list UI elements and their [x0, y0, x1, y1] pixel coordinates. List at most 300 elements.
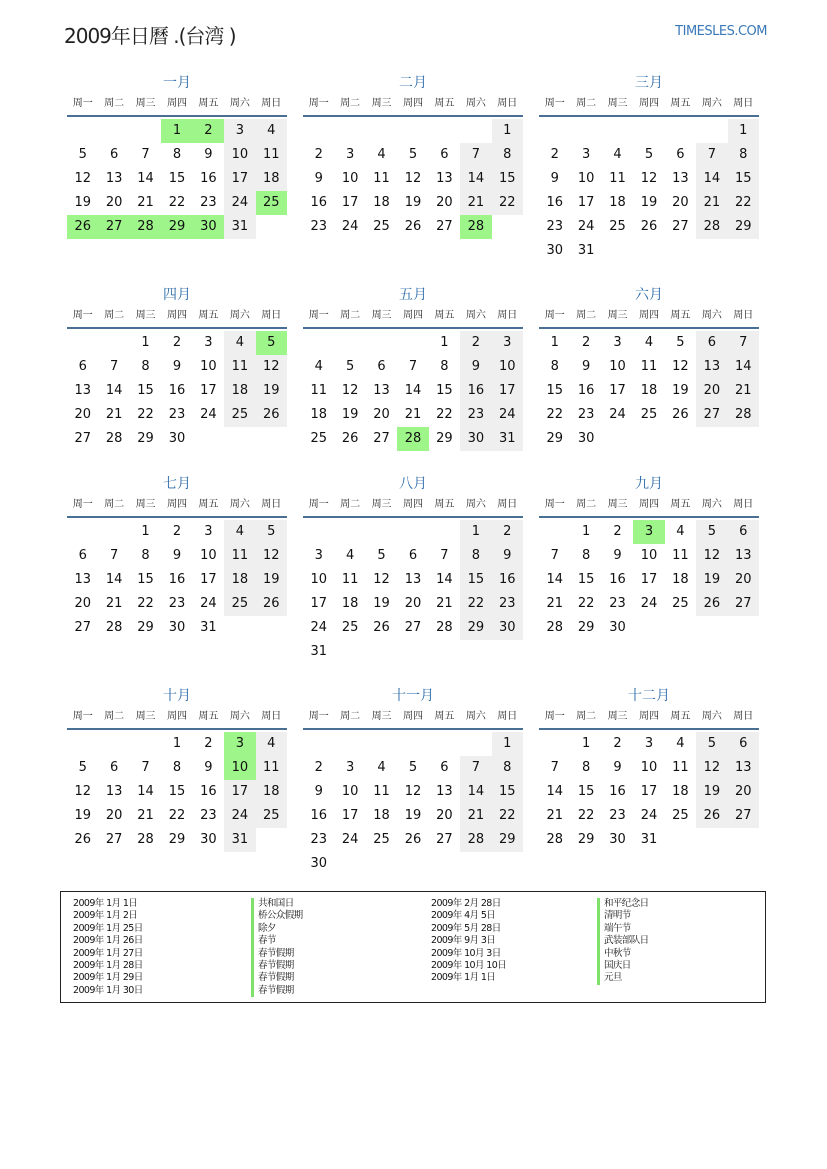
- day-cell: 26: [672, 407, 689, 422]
- day-cell: 20: [728, 780, 759, 804]
- day-cell: 4: [644, 335, 654, 350]
- day-cell: 15: [577, 784, 595, 799]
- day-cell: 16: [460, 379, 491, 403]
- day-cell: 11: [310, 383, 327, 398]
- day-cell: 4: [256, 119, 287, 143]
- month-9: [539, 474, 759, 640]
- day-cell: 3: [633, 520, 664, 544]
- day-cell: 10: [609, 359, 626, 374]
- day-cell: 25: [310, 431, 327, 446]
- day-cell: 23: [200, 195, 217, 210]
- day-cell: 20: [404, 596, 422, 611]
- day-cell: 13: [436, 784, 453, 799]
- day-cell: 3: [224, 732, 255, 756]
- legend-holiday-name: 端午节: [597, 923, 649, 935]
- day-cell: 6: [408, 548, 418, 563]
- day-grid: [303, 732, 523, 876]
- day-cell: 27: [74, 620, 91, 635]
- day-cell: 26: [373, 620, 390, 635]
- day-cell: 16: [577, 383, 595, 398]
- day-cell: 12: [404, 171, 422, 186]
- legend-holiday-name: 国庆日: [597, 960, 649, 972]
- weekday-header: [539, 494, 759, 518]
- day-cell: 23: [310, 832, 327, 847]
- day-cell: 30: [200, 832, 217, 847]
- legend-holiday-name: 桥公众假期: [251, 910, 303, 922]
- holiday-legend: [60, 891, 766, 1003]
- weekday-label: 周五: [434, 499, 455, 510]
- day-cell: 30: [460, 427, 491, 451]
- day-cell: 18: [373, 195, 390, 210]
- day-cell: 18: [310, 407, 327, 422]
- empty-cell: [366, 732, 397, 756]
- month-name: 九月: [635, 476, 663, 492]
- empty-cell: [602, 119, 633, 143]
- day-cell: 8: [141, 359, 150, 374]
- day-cell: 27: [404, 620, 422, 635]
- day-cell: 13: [74, 383, 91, 398]
- empty-cell: [334, 331, 365, 355]
- empty-cell: [67, 331, 98, 355]
- legend-holiday-name: 清明节: [597, 910, 649, 922]
- day-cell: 17: [224, 780, 255, 804]
- day-cell: 4: [377, 147, 386, 162]
- empty-cell: [570, 119, 601, 143]
- day-cell: 16: [310, 808, 327, 823]
- day-cell: 26: [341, 431, 359, 446]
- day-cell: 1: [492, 732, 523, 756]
- weekday-label: 周六: [701, 98, 722, 109]
- day-cell: 12: [341, 383, 359, 398]
- day-cell: 28: [460, 828, 491, 852]
- empty-cell: [460, 732, 491, 756]
- day-grid: [303, 119, 523, 239]
- weekday-label: 周六: [701, 499, 722, 510]
- weekday-label: 周三: [135, 499, 156, 510]
- weekday-label: 周五: [670, 711, 691, 722]
- day-cell: 27: [98, 215, 129, 239]
- day-cell: 19: [696, 568, 727, 592]
- day-cell: 18: [256, 167, 287, 191]
- day-cell: 13: [436, 171, 453, 186]
- day-cell: 18: [224, 568, 255, 592]
- day-cell: 6: [676, 147, 685, 162]
- day-cell: 15: [137, 572, 154, 587]
- day-cell: 22: [577, 808, 595, 823]
- day-cell: 26: [404, 219, 422, 234]
- empty-cell: [303, 119, 334, 143]
- day-cell: 27: [728, 804, 759, 828]
- day-cell: 26: [404, 832, 422, 847]
- weekday-label: 周三: [607, 711, 628, 722]
- day-grid: [67, 520, 287, 640]
- day-cell: 10: [492, 355, 523, 379]
- day-cell: 26: [256, 403, 287, 427]
- legend-holiday-name: 共和国日: [251, 898, 303, 910]
- day-cell: 3: [492, 331, 523, 355]
- day-cell: 31: [640, 832, 658, 847]
- day-cell: 23: [460, 403, 491, 427]
- day-cell: 12: [74, 171, 91, 186]
- day-cell: 1: [460, 520, 491, 544]
- weekday-label: 周六: [229, 711, 250, 722]
- day-cell: 1: [728, 119, 759, 143]
- day-cell: 8: [728, 143, 759, 167]
- weekday-label: 周五: [434, 310, 455, 321]
- month-8: [303, 474, 523, 664]
- day-cell: 9: [204, 760, 213, 775]
- day-cell: 11: [373, 171, 390, 186]
- day-cell: 8: [581, 760, 591, 775]
- day-cell: 16: [546, 195, 563, 210]
- day-cell: 14: [546, 572, 563, 587]
- day-cell: 27: [696, 403, 727, 427]
- day-cell: 4: [345, 548, 355, 563]
- empty-cell: [539, 520, 570, 544]
- day-cell: 21: [460, 191, 491, 215]
- weekday-label: 周二: [576, 499, 597, 510]
- day-cell: 16: [168, 383, 186, 398]
- day-cell: 29: [161, 215, 192, 239]
- day-cell: 28: [546, 620, 563, 635]
- day-cell: 29: [577, 620, 595, 635]
- legend-date: 2009年 2月 28日: [431, 898, 501, 909]
- day-cell: 11: [373, 784, 390, 799]
- day-cell: 2: [613, 736, 622, 751]
- day-cell: 8: [492, 756, 523, 780]
- day-cell: 30: [168, 431, 186, 446]
- day-cell: 8: [492, 143, 523, 167]
- day-cell: 8: [581, 548, 591, 563]
- day-cell: 10: [341, 784, 359, 799]
- day-cell: 17: [341, 195, 359, 210]
- month-name: 三月: [635, 75, 663, 91]
- weekday-header: [67, 305, 287, 329]
- weekday-header: [303, 706, 523, 730]
- day-cell: 16: [492, 568, 523, 592]
- day-cell: 2: [193, 119, 224, 143]
- day-cell: 28: [546, 832, 563, 847]
- weekday-label: 周六: [229, 499, 250, 510]
- day-cell: 18: [672, 784, 689, 799]
- empty-cell: [130, 119, 161, 143]
- day-cell: 5: [696, 520, 727, 544]
- day-cell: 4: [613, 147, 622, 162]
- day-cell: 31: [492, 427, 523, 451]
- day-cell: 14: [436, 572, 453, 587]
- day-cell: 6: [78, 359, 87, 374]
- day-cell: 7: [728, 331, 759, 355]
- day-cell: 10: [224, 143, 255, 167]
- empty-cell: [67, 732, 98, 756]
- day-cell: 18: [341, 596, 359, 611]
- weekday-label: 周四: [402, 711, 423, 722]
- day-cell: 30: [577, 431, 595, 446]
- weekday-header: [539, 305, 759, 329]
- day-cell: 5: [696, 732, 727, 756]
- empty-cell: [397, 331, 428, 355]
- legend-holiday-name: 中秋节: [597, 948, 649, 960]
- day-cell: 19: [696, 780, 727, 804]
- empty-cell: [429, 119, 460, 143]
- day-cell: 18: [373, 808, 390, 823]
- day-cell: 14: [105, 572, 123, 587]
- weekday-label: 周二: [340, 310, 361, 321]
- day-cell: 13: [672, 171, 689, 186]
- weekday-label: 周三: [135, 98, 156, 109]
- day-cell: 29: [728, 215, 759, 239]
- empty-cell: [67, 520, 98, 544]
- day-cell: 31: [200, 620, 217, 635]
- day-cell: 30: [492, 616, 523, 640]
- weekday-label: 周六: [701, 711, 722, 722]
- day-cell: 1: [550, 335, 559, 350]
- day-cell: 12: [640, 171, 658, 186]
- site-link[interactable]: TIMESLES.COM: [675, 24, 767, 39]
- day-cell: 3: [345, 147, 355, 162]
- day-cell: 21: [137, 808, 154, 823]
- day-cell: 26: [67, 215, 98, 239]
- day-cell: 29: [492, 828, 523, 852]
- day-cell: 1: [492, 119, 523, 143]
- weekday-label: 周四: [402, 310, 423, 321]
- day-cell: 17: [640, 572, 658, 587]
- day-cell: 27: [436, 832, 453, 847]
- day-cell: 7: [408, 359, 418, 374]
- weekday-label: 周五: [670, 98, 691, 109]
- month-10: [67, 686, 287, 852]
- empty-cell: [130, 732, 161, 756]
- weekday-label: 周一: [72, 98, 93, 109]
- weekday-label: 周四: [166, 310, 187, 321]
- day-cell: 15: [137, 383, 154, 398]
- day-cell: 6: [728, 520, 759, 544]
- day-cell: 28: [436, 620, 453, 635]
- weekday-label: 周日: [261, 98, 282, 109]
- day-cell: 5: [377, 548, 386, 563]
- day-cell: 16: [200, 171, 217, 186]
- empty-cell: [397, 520, 428, 544]
- empty-cell: [397, 732, 428, 756]
- legend-date: 2009年 1月 1日: [431, 972, 496, 984]
- day-cell: 12: [256, 544, 287, 568]
- legend-holiday-name: 和平纪念日: [597, 898, 649, 910]
- day-cell: 9: [581, 359, 591, 374]
- day-cell: 16: [609, 572, 626, 587]
- weekday-label: 周日: [733, 499, 754, 510]
- day-cell: 25: [373, 832, 390, 847]
- day-cell: 10: [310, 572, 327, 587]
- day-cell: 21: [728, 379, 759, 403]
- day-cell: 2: [314, 760, 323, 775]
- day-cell: 22: [436, 407, 453, 422]
- day-cell: 26: [256, 592, 287, 616]
- day-cell: 20: [672, 195, 689, 210]
- weekday-header: [303, 93, 523, 117]
- day-cell: 22: [728, 191, 759, 215]
- weekday-header: [539, 706, 759, 730]
- day-cell: 11: [224, 544, 255, 568]
- day-grid: [303, 331, 523, 451]
- day-cell: 14: [460, 167, 491, 191]
- weekday-label: 周一: [308, 310, 329, 321]
- month-7: [67, 474, 287, 640]
- legend-names-2: [597, 898, 649, 985]
- weekday-label: 周四: [166, 499, 187, 510]
- weekday-header: [67, 706, 287, 730]
- weekday-label: 周三: [607, 98, 628, 109]
- day-cell: 15: [436, 383, 453, 398]
- day-cell: 3: [314, 548, 323, 563]
- day-cell: 14: [137, 171, 154, 186]
- day-cell: 9: [204, 147, 213, 162]
- day-cell: 21: [105, 407, 123, 422]
- day-cell: 27: [74, 431, 91, 446]
- day-cell: 15: [492, 780, 523, 804]
- legend-holiday-name: 除夕: [251, 923, 303, 935]
- day-cell: 25: [672, 808, 689, 823]
- weekday-label: 周三: [607, 499, 628, 510]
- month-name: 五月: [399, 287, 427, 303]
- day-cell: 27: [672, 219, 689, 234]
- day-cell: 3: [204, 524, 213, 539]
- day-cell: 15: [546, 383, 563, 398]
- day-cell: 27: [436, 219, 453, 234]
- day-cell: 9: [492, 544, 523, 568]
- day-cell: 31: [310, 644, 327, 659]
- day-cell: 4: [377, 760, 386, 775]
- legend-holiday-name: 春节假期: [251, 985, 303, 997]
- day-cell: 12: [696, 544, 727, 568]
- day-cell: 30: [193, 215, 224, 239]
- day-cell: 5: [256, 520, 287, 544]
- day-cell: 23: [609, 596, 626, 611]
- day-cell: 10: [224, 756, 255, 780]
- day-cell: 7: [141, 760, 150, 775]
- day-cell: 19: [74, 195, 91, 210]
- legend-date: 2009年 1月 25日: [73, 922, 143, 934]
- day-grid: [67, 119, 287, 239]
- day-cell: 24: [577, 219, 595, 234]
- day-cell: 28: [728, 403, 759, 427]
- weekday-label: 周二: [104, 711, 125, 722]
- day-cell: 10: [200, 359, 217, 374]
- day-cell: 28: [130, 215, 161, 239]
- day-cell: 23: [310, 219, 327, 234]
- day-cell: 2: [172, 524, 182, 539]
- day-cell: 26: [696, 804, 727, 828]
- weekday-label: 周四: [638, 499, 659, 510]
- day-cell: 21: [436, 596, 453, 611]
- day-cell: 30: [609, 620, 626, 635]
- day-cell: 6: [440, 147, 449, 162]
- day-cell: 31: [224, 215, 255, 239]
- day-grid: [67, 732, 287, 852]
- month-2: [303, 73, 523, 239]
- day-cell: 19: [404, 195, 422, 210]
- day-cell: 18: [224, 379, 255, 403]
- weekday-label: 周二: [104, 98, 125, 109]
- day-cell: 4: [314, 359, 323, 374]
- weekday-header: [67, 93, 287, 117]
- day-cell: 24: [492, 403, 523, 427]
- legend-holiday-name: 春节: [251, 935, 303, 947]
- day-cell: 22: [492, 804, 523, 828]
- weekday-label: 周一: [308, 711, 329, 722]
- empty-cell: [696, 119, 727, 143]
- legend-dates-1: [73, 898, 143, 997]
- day-cell: 2: [581, 335, 591, 350]
- empty-cell: [334, 119, 365, 143]
- day-cell: 2: [204, 736, 213, 751]
- day-cell: 11: [672, 548, 689, 563]
- day-cell: 20: [436, 808, 453, 823]
- day-cell: 30: [310, 856, 327, 871]
- day-cell: 22: [137, 407, 154, 422]
- day-cell: 29: [577, 832, 595, 847]
- day-grid: [539, 520, 759, 640]
- day-cell: 11: [609, 171, 626, 186]
- day-cell: 23: [609, 808, 626, 823]
- empty-cell: [633, 119, 664, 143]
- month-name: 四月: [163, 287, 191, 303]
- day-cell: 17: [200, 383, 217, 398]
- day-cell: 17: [310, 596, 327, 611]
- weekday-label: 周三: [607, 310, 628, 321]
- legend-holiday-name: 春节假期: [251, 960, 303, 972]
- weekday-label: 周一: [544, 98, 565, 109]
- empty-cell: [303, 520, 334, 544]
- day-cell: 7: [109, 359, 119, 374]
- day-cell: 17: [224, 167, 255, 191]
- empty-cell: [429, 520, 460, 544]
- legend-date: 2009年 1月 29日: [73, 972, 143, 984]
- day-cell: 11: [256, 756, 287, 780]
- day-cell: 9: [613, 548, 622, 563]
- empty-cell: [98, 520, 129, 544]
- day-cell: 6: [109, 760, 119, 775]
- weekday-label: 周三: [371, 310, 392, 321]
- day-cell: 19: [640, 195, 658, 210]
- day-cell: 8: [440, 359, 449, 374]
- weekday-label: 周六: [229, 98, 250, 109]
- weekday-label: 周二: [576, 310, 597, 321]
- day-cell: 8: [172, 147, 182, 162]
- day-cell: 21: [696, 191, 727, 215]
- day-cell: 23: [577, 407, 595, 422]
- day-cell: 21: [546, 808, 563, 823]
- weekday-label: 周五: [198, 98, 219, 109]
- day-cell: 13: [728, 756, 759, 780]
- day-cell: 5: [345, 359, 355, 374]
- day-cell: 14: [460, 780, 491, 804]
- day-cell: 27: [373, 431, 390, 446]
- day-cell: 21: [404, 407, 422, 422]
- weekday-label: 周三: [135, 711, 156, 722]
- day-cell: 18: [609, 195, 626, 210]
- empty-cell: [334, 732, 365, 756]
- weekday-label: 周一: [72, 711, 93, 722]
- day-cell: 24: [310, 620, 327, 635]
- day-cell: 14: [105, 383, 123, 398]
- day-cell: 25: [224, 403, 255, 427]
- weekday-label: 周六: [229, 310, 250, 321]
- legend-holiday-name: 春节假期: [251, 972, 303, 984]
- day-cell: 22: [546, 407, 563, 422]
- month-name: 六月: [635, 287, 663, 303]
- day-cell: 7: [550, 760, 559, 775]
- day-cell: 20: [105, 808, 123, 823]
